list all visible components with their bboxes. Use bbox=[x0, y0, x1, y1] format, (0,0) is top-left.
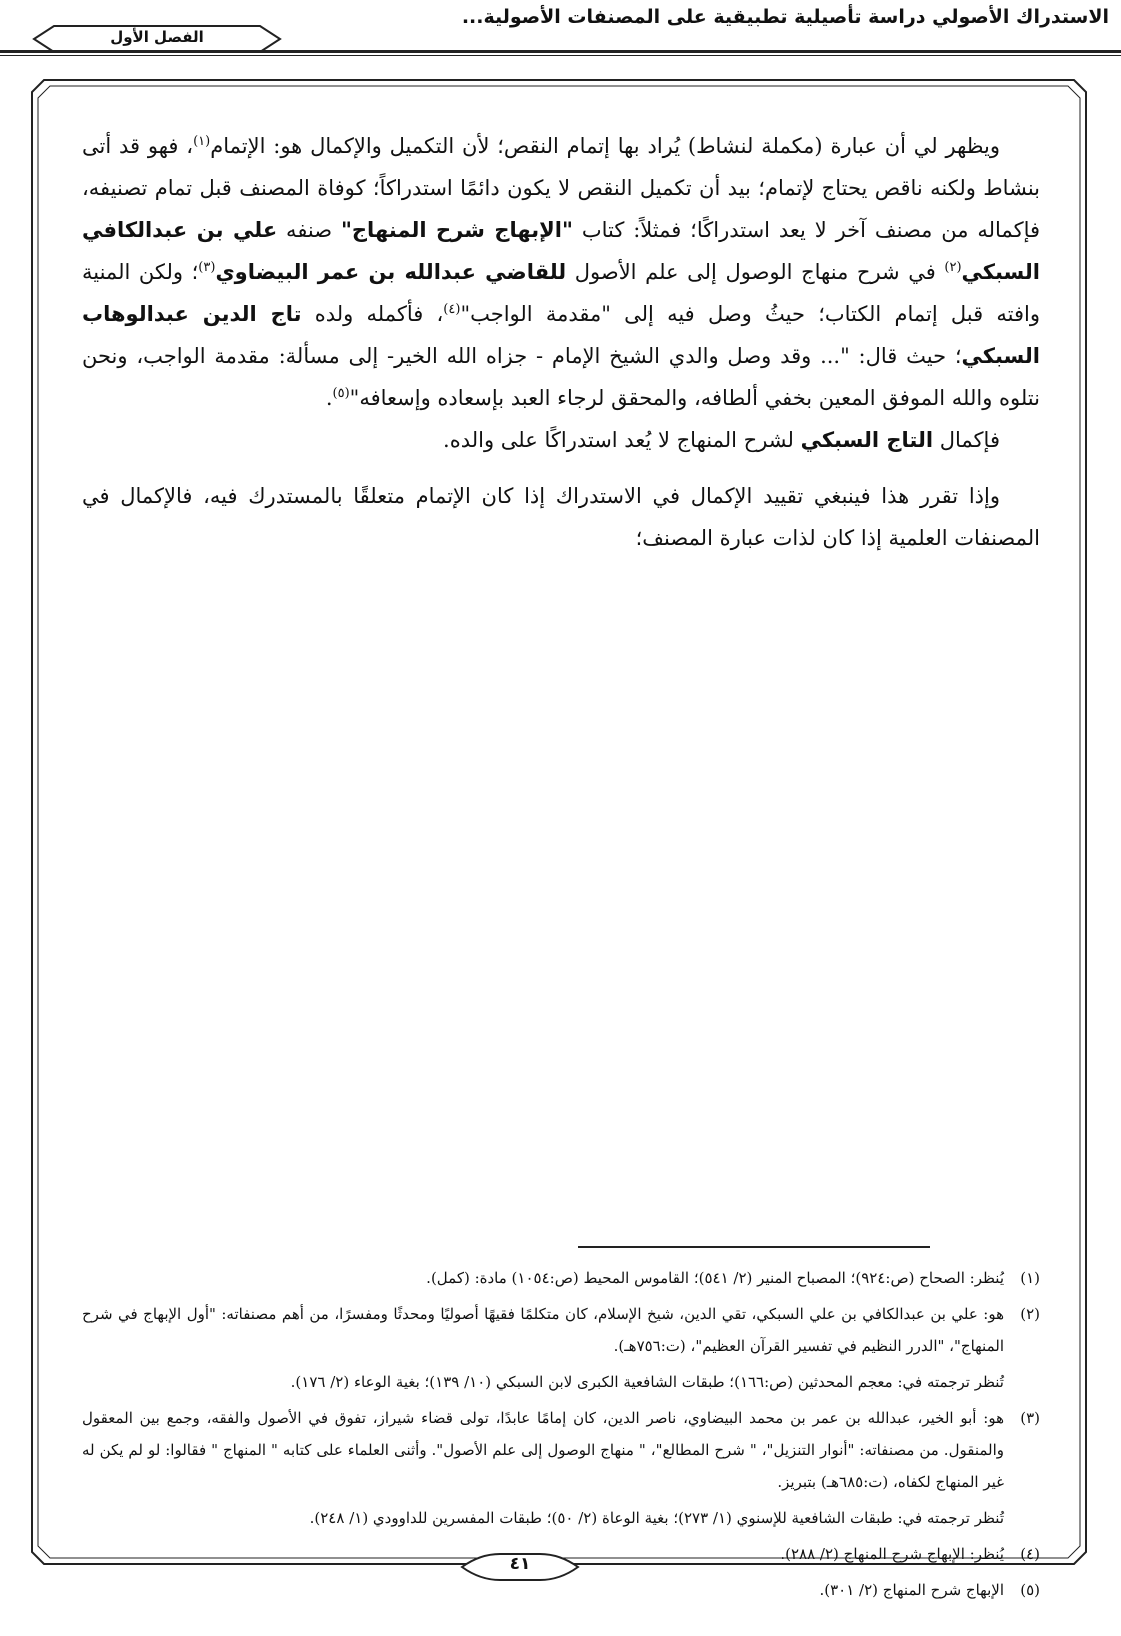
body-text bbox=[82, 125, 1040, 559]
page-number-text: ٤١ bbox=[509, 1554, 531, 1574]
footnote-item bbox=[82, 1298, 1040, 1398]
footnote-paragraph: هو: علي بن عبدالكافي بن علي السبكي، تقي الدين، شيخ الإسلام، كان متكلمًا فقيهًا أصوليًا ومحدثًا ومفسرًا، من أهم مصنفاته: "أول الإبهاج في شرح المنهاج"، "الدرر النظيم في تفسير القرآن العظيم"، (ت:٧٥٦هـ). bbox=[82, 1305, 1004, 1355]
footnote-ref-2[interactable]: (٢) bbox=[944, 260, 962, 275]
closing-line bbox=[82, 419, 1040, 461]
chapter-label: الفصل الأول bbox=[110, 28, 204, 46]
footnote-paragraph: تُنظر ترجمته في: معجم المحدثين (ص:١٦٦)؛ طبقات الشافعية الكبرى لابن السبكي (١٠/ ١٣٩)؛ بغية الوعاء (٢/ ١٧٦). bbox=[290, 1373, 1004, 1391]
footnote-paragraph: يُنظر: الإبهاج شرح المنهاج (٢/ ٢٨٨). bbox=[780, 1545, 1004, 1563]
footnote-text bbox=[82, 1262, 1004, 1294]
paragraph-1 bbox=[82, 125, 1040, 461]
header-rule bbox=[0, 50, 1121, 56]
footnote-paragraph: يُنظر: الصحاح (ص:٩٢٤)؛ المصباح المنير (٢/ ٥٤١)؛ القاموس المحيط (ص:١٠٥٤) مادة: (كمل). bbox=[426, 1269, 1004, 1287]
text: لشرح المنهاج لا يُعد استدراكًا على والده. bbox=[443, 428, 801, 452]
author-name: علي بن عبدالكافي السبكي bbox=[82, 218, 1040, 284]
text: ، فهو قد أتى بنشاط ولكنه ناقص يحتاج لإتمام؛ بيد أن تكميل النقص لا يكون دائمًا استدراكاً؛ كوفاة المصنف قبل تمام تصنيفه، فإكماله من مصنف آخر لا يعد استدراكًا؛ فمثلاً: كتاب bbox=[82, 134, 1041, 242]
text: . bbox=[325, 386, 333, 410]
paragraph-2: وإذا تقرر هذا فينبغي تقييد الإكمال في الاستدراك إذا كان الإتمام متعلقًا بالمستدرك فيه، فالإكمال في المصنفات العلمية إذا كان لذات عبارة المصنف؛ bbox=[82, 484, 1040, 550]
author-name: للقاضي عبدالله بن عمر البيضاوي bbox=[215, 260, 567, 284]
text: ، فأكمله ولده bbox=[301, 302, 444, 326]
footnote-number: (٢) bbox=[1020, 1305, 1040, 1323]
page-number bbox=[460, 1550, 580, 1584]
footnote-paragraph: تُنظر ترجمته في: طبقات الشافعية للإسنوي (١/ ٢٧٣)؛ بغية الوعاة (٢/ ٥٠)؛ طبقات المفسرين للداوودي (١/ ٢٤٨). bbox=[309, 1509, 1004, 1527]
text: صنفه bbox=[277, 218, 341, 242]
footnote-text bbox=[82, 1402, 1004, 1534]
footnote-ref-1[interactable]: (١) bbox=[193, 134, 211, 149]
footnote-ref-3[interactable]: (٣) bbox=[198, 260, 216, 275]
footnote-number: (٣) bbox=[1020, 1409, 1040, 1427]
text: ؛ حيث قال: "... وقد وصل والدي الشيخ الإمام - جزاه الله الخير- إلى مسألة: مقدمة الواجب، ونحن نتلوه والله الموفق المعين بخفي ألطافه، والمحقق لرجاء العبد بإسعاده وإسعافه" bbox=[82, 344, 1040, 410]
footnote-text bbox=[82, 1298, 1004, 1398]
footnote-number: (٤) bbox=[1020, 1545, 1040, 1563]
footnote-number: (١) bbox=[1020, 1269, 1040, 1287]
book-title: "الإبهاج شرح المنهاج" bbox=[340, 218, 573, 242]
footnote-paragraph: هو: أبو الخير، عبدالله بن عمر بن محمد البيضاوي، ناصر الدين، كان إمامًا عابدًا، تولى قضاء شيراز، تفوق في الأصول والفقه، وجمع بين المعقول والمنقول. من مصنفاته: "أنوار التنزيل"، " شرح المطالع"، " منهاج الوصول إلى علم الأصول". وأثنى العلماء على كتابه " المنهاج " فقالوا: لو لم يكن له غير المنهاج لكفاه، (ت:٦٨٥هـ) بتبريز. bbox=[82, 1409, 1004, 1491]
author-name: التاج السبكي bbox=[800, 428, 934, 452]
text: في شرح منهاج الوصول إلى علم الأصول bbox=[566, 260, 945, 284]
footnote-item bbox=[82, 1402, 1040, 1534]
footnote-ref-5[interactable]: (٥) bbox=[332, 386, 350, 401]
text: فإكمال bbox=[933, 428, 1000, 452]
footnote-number: (٥) bbox=[1020, 1581, 1040, 1599]
footnote-ref-4[interactable]: (٤) bbox=[443, 302, 461, 317]
text: ؛ ولكن المنية وافته قبل إتمام الكتاب؛ حيثُ وصل فيه إلى "مقدمة الواجب" bbox=[82, 260, 1041, 326]
author-name: تاج الدين عبدالوهاب السبكي bbox=[82, 302, 1040, 368]
footnote-separator bbox=[578, 1246, 930, 1248]
running-title: الاستدراك الأصولي دراسة تأصيلية تطبيقية على المصنفات الأصولية... bbox=[461, 6, 1109, 28]
footnote-paragraph: الإبهاج شرح المنهاج (٢/ ٣٠١). bbox=[819, 1581, 1004, 1599]
text: ويظهر لي أن عبارة (مكملة لنشاط) يُراد بها إتمام النقص؛ لأن التكميل والإكمال هو: الإتمام bbox=[210, 134, 1000, 158]
footnote-item bbox=[82, 1262, 1040, 1294]
